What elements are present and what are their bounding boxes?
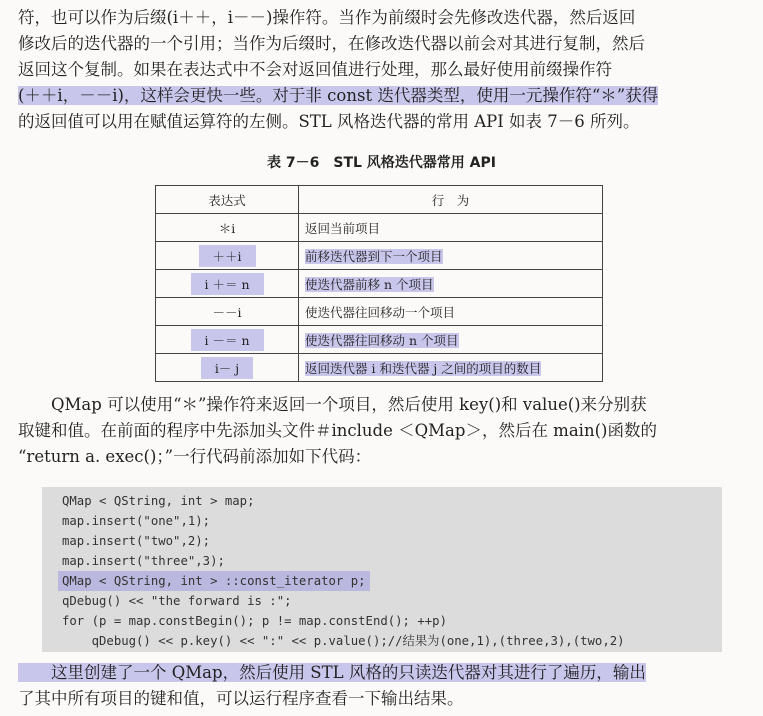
table-row	[156, 326, 603, 354]
behavior-cell: 使迭代器往回移动 n 个项目	[299, 326, 603, 354]
text-line: 修改后的迭代器的一个引用；当作为后缀时，在修改迭代器以前会对其进行复制，然后	[18, 34, 645, 53]
text-line: 取键和值。在前面的程序中先添加头文件＃include ＜QMap＞，然后在 main()函数的	[18, 421, 657, 440]
qmap-paragraph	[18, 392, 730, 470]
intro-paragraph	[18, 5, 730, 135]
behavior-cell: 使迭代器往回移动一个项目	[299, 298, 603, 326]
behavior-cell: 使迭代器前移 n 个项目	[299, 270, 603, 298]
table-header-row	[156, 186, 603, 214]
behavior-cell: 返回迭代器 i 和迭代器 j 之间的项目的数目	[299, 354, 603, 382]
text-line: 这里创建了一个 QMap，然后使用 STL 风格的只读迭代器对其进行了遍历，输出	[18, 663, 646, 682]
behavior-cell: 返回当前项目	[299, 214, 603, 242]
code-line: qDebug() << "the forward is :";	[62, 594, 292, 608]
expr-cell: i－ j	[156, 354, 299, 382]
table-row	[156, 214, 603, 242]
code-line: for (p = map.constBegin(); p != map.constEnd(); ++p)	[62, 614, 447, 628]
code-line: map.insert("one",1);	[62, 514, 211, 528]
table-row	[156, 242, 603, 270]
expr-cell: i －＝ n	[156, 326, 299, 354]
expr-cell: ＋＋i	[156, 242, 299, 270]
text-line: QMap 可以使用“＊”操作符来返回一个项目，然后使用 key()和 value()来分别获	[18, 395, 647, 414]
text-line: 了其中所有项目的键和值，可以运行程序查看一下输出结果。	[18, 689, 464, 708]
code-line: qDebug() << p.key() << ":" << p.value();//结果为(one,1),(three,3),(two,2)	[62, 634, 625, 648]
behavior-cell: 前移迭代器到下一个项目	[299, 242, 603, 270]
text-line: 返回这个复制。如果在表达式中不会对返回值进行处理，那么最好使用前缀操作符	[18, 60, 612, 79]
header-expression: 表达式	[156, 186, 299, 214]
text-line: “return a. exec()；”一行代码前添加如下代码：	[18, 447, 372, 466]
code-block	[42, 487, 722, 652]
table-row	[156, 354, 603, 382]
summary-paragraph	[18, 660, 730, 712]
text-line: (＋＋i，－－i)，这样会更快一些。对于非 const 迭代器类型，使用一元操作符“＊”获得	[18, 86, 659, 105]
table-caption: 表 7－6 STL 风格迭代器常用 API	[267, 155, 496, 171]
code-line: QMap < QString, int > map;	[62, 494, 255, 508]
api-table	[155, 185, 603, 382]
code-line: map.insert("two",2);	[62, 534, 211, 548]
code-line: map.insert("three",3);	[62, 554, 225, 568]
header-behavior: 行 为	[299, 186, 603, 214]
text-line: 符，也可以作为后缀(i＋＋，i－－)操作符。当作为前缀时会先修改迭代器，然后返回	[18, 8, 636, 27]
table-row	[156, 298, 603, 326]
text-line: 的返回值可以用在赋值运算符的左侧。STL 风格迭代器的常用 API 如表 7－6 所列。	[18, 112, 640, 131]
expr-cell: －－i	[156, 298, 299, 326]
code-line: QMap < QString, int > ::const_iterator p;	[58, 571, 370, 591]
expr-cell: i ＋＝ n	[156, 270, 299, 298]
table-row	[156, 270, 603, 298]
expr-cell: ＊i	[156, 214, 299, 242]
